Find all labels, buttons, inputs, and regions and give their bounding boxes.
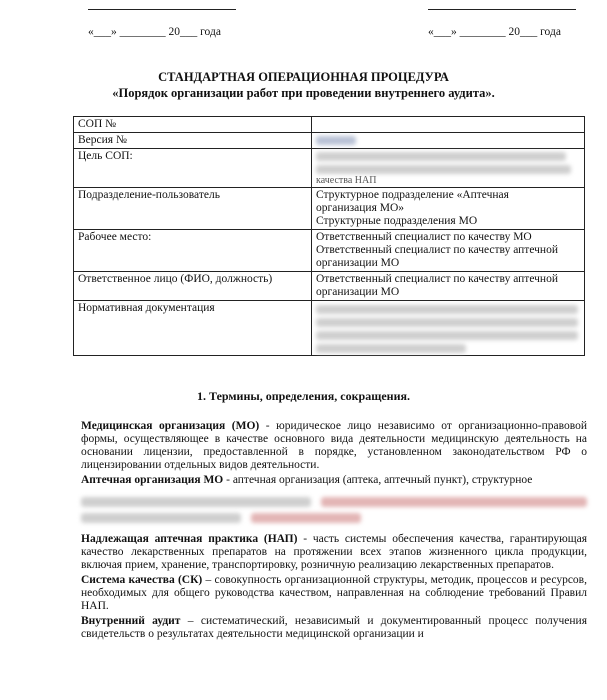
redacted-text (316, 136, 356, 145)
value-line: Ответственный специалист по качеству аптечной (316, 273, 558, 285)
table-label: Подразделение-пользователь (74, 188, 312, 230)
redacted-text (321, 497, 587, 507)
table-value (312, 117, 585, 133)
redacted-text (81, 497, 311, 507)
table-value (312, 133, 585, 149)
value-line: Ответственный специалист по качеству МО (316, 231, 532, 243)
date-left: «___» ________ 20___ года (88, 26, 221, 38)
section-heading: 1. Термины, определения, сокращения. (197, 389, 410, 403)
table-row-responsible (74, 272, 585, 301)
table-row-regulatory-docs (74, 301, 585, 356)
table-label: Рабочее место: (74, 230, 312, 272)
table-row-department (74, 188, 585, 230)
redacted-text (316, 344, 466, 353)
definition-ao (81, 474, 587, 487)
term: Внутренний аудит (81, 615, 181, 627)
value-line: Структурное подразделение «Аптечная (316, 189, 509, 201)
value-line: Ответственный специалист по качеству аптечной (316, 244, 558, 256)
value-line: организации МО (316, 257, 400, 269)
table-label: Версия № (74, 133, 312, 149)
definition-text: – совокупность организационной структуры, методик, процессов и ресурсов, необходимых для общего руководства качеством, направленная на соблюдение требований Правил НАП. (81, 574, 587, 612)
table-value (312, 188, 585, 230)
table-row-sop-number (74, 117, 585, 133)
definition-text: - часть системы обеспечения качества, гарантирующая качество лекарственных препаратов на протяжении всех этапов жизненного цикла продукции, включая прием, хранение, транспортировку, розничную реализацию лекарственных препаратов. (81, 533, 587, 571)
definition-sk (81, 574, 587, 613)
table-row-version (74, 133, 585, 149)
table-value (312, 149, 585, 188)
date-right: «___» ________ 20___ года (428, 26, 561, 38)
term: Надлежащая аптечная практика (НАП) (81, 533, 298, 545)
redacted-text (316, 331, 578, 340)
term: Аптечная организация МО (81, 474, 224, 486)
redacted-text (316, 305, 578, 314)
definition-text: - аптечная организация (аптека, аптечный пункт), структурное (223, 474, 533, 486)
term: Медицинская организация (МО) (81, 420, 260, 432)
purpose-tail-text: качества НАП (316, 175, 377, 186)
table-value (312, 230, 585, 272)
definition-nap (81, 533, 587, 572)
table-label: Нормативная документация (74, 301, 312, 356)
redacted-text (81, 513, 241, 523)
signature-line-right (428, 9, 576, 10)
table-label: СОП № (74, 117, 312, 133)
definition-va (81, 615, 587, 641)
definition-mo (81, 420, 587, 472)
term: Система качества (СК) (81, 574, 203, 586)
table-label: Ответственное лицо (ФИО, должность) (74, 272, 312, 301)
redacted-block (81, 491, 587, 529)
section-body (81, 420, 587, 643)
signature-line-left (88, 9, 236, 10)
redacted-text (316, 165, 571, 174)
table-label: Цель СОП: (74, 149, 312, 188)
definition-text: – систематический, независимый и документированный процесс получения свидетельств о результатах деятельности медицинской организации и (81, 615, 588, 640)
redacted-text (251, 513, 361, 523)
definition-text: - юридическое лицо независимо от организационно-правовой формы, осуществляющее в качестве основного вида деятельности медицинскую деятельность на основании лицензии, предоставленной в порядке, установленном законодательством РФ о лицензировании отдельных видов деятельности. (81, 420, 587, 471)
redacted-text (316, 152, 566, 161)
value-line: Структурные подразделения МО (316, 215, 478, 227)
value-line: организации МО (316, 286, 400, 298)
value-line: организация МО» (316, 202, 405, 214)
table-row-purpose (74, 149, 585, 188)
table-value (312, 272, 585, 301)
document-title-line2: «Порядок организации работ при проведении внутреннего аудита». (112, 86, 495, 100)
sop-info-table (73, 116, 585, 356)
document-title-line1: СТАНДАРТНАЯ ОПЕРАЦИОННАЯ ПРОЦЕДУРА (158, 70, 449, 84)
redacted-text (316, 318, 578, 327)
table-value (312, 301, 585, 356)
table-row-workplace (74, 230, 585, 272)
